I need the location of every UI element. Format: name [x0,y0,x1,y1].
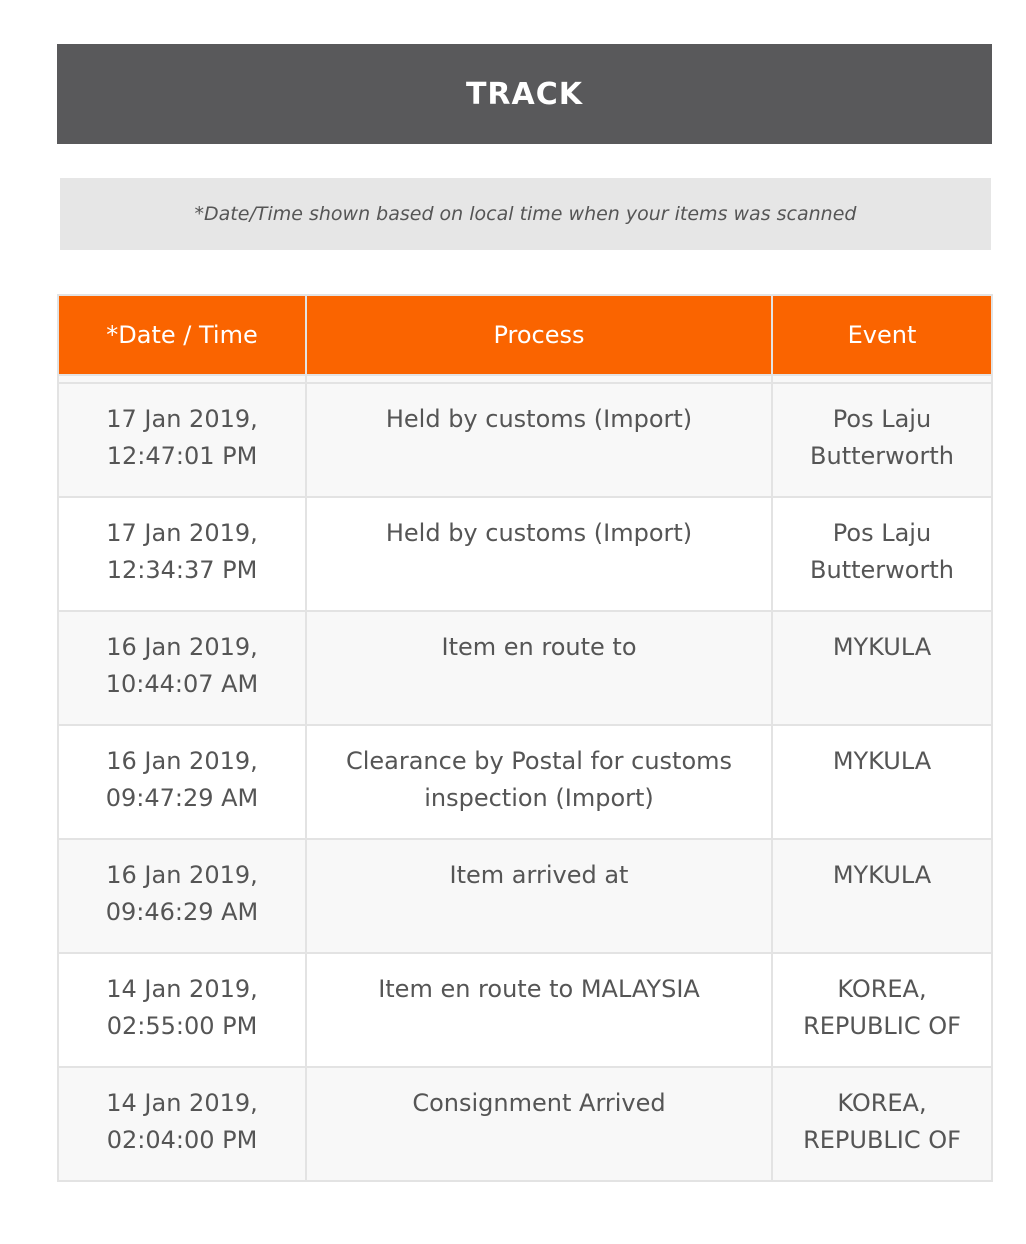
cell-process: Held by customs (Import) [306,383,772,497]
time: 12:47:01 PM [106,442,258,470]
timezone-note-text: *Date/Time shown based on local time when your items was scanned [194,203,857,225]
track-header [57,44,992,144]
date: 14 Jan 2019, [106,1089,258,1117]
cell-process: Item en route to MALAYSIA [306,953,772,1067]
table-row [58,497,992,611]
time: 10:44:07 AM [105,670,259,698]
cell-event: KOREA, REPUBLIC OF [772,1067,992,1181]
cell-date-time [58,725,306,839]
cell-date-time [58,953,306,1067]
table-row [58,383,992,497]
date: 16 Jan 2019, [106,861,258,889]
time: 02:04:00 PM [106,1126,258,1154]
cell-date-time [58,497,306,611]
time: 09:47:29 AM [105,784,259,812]
table-row [58,1067,992,1181]
table-header-row [58,295,992,375]
date: 16 Jan 2019, [106,747,258,775]
column-header-process: Process [306,295,772,375]
cell-date-time [58,839,306,953]
date: 14 Jan 2019, [106,975,258,1003]
time: 09:46:29 AM [105,898,259,926]
cell-event: MYKULA [772,839,992,953]
page-title: TRACK [465,76,584,112]
column-header-event: Event [772,295,992,375]
time: 02:55:00 PM [106,1012,258,1040]
date: 17 Jan 2019, [106,519,258,547]
date: 17 Jan 2019, [106,405,258,433]
cell-date-time [58,1067,306,1181]
table-row [58,611,992,725]
table-row [58,725,992,839]
cell-date-time [58,383,306,497]
cell-event: MYKULA [772,725,992,839]
cell-process: Clearance by Postal for customs inspection (Import) [306,725,772,839]
table-row [58,953,992,1067]
column-header-date-time: *Date / Time [58,295,306,375]
tracking-table [57,294,993,1182]
cell-process: Item arrived at [306,839,772,953]
timezone-note [60,178,991,250]
cell-event: MYKULA [772,611,992,725]
cell-process: Held by customs (Import) [306,497,772,611]
cell-process: Consignment Arrived [306,1067,772,1181]
time: 12:34:37 PM [106,556,258,584]
cell-event: KOREA, REPUBLIC OF [772,953,992,1067]
date: 16 Jan 2019, [106,633,258,661]
table-spacer [58,375,992,383]
cell-event: Pos Laju Butterworth [772,383,992,497]
cell-process: Item en route to [306,611,772,725]
cell-event: Pos Laju Butterworth [772,497,992,611]
table-row [58,839,992,953]
cell-date-time [58,611,306,725]
